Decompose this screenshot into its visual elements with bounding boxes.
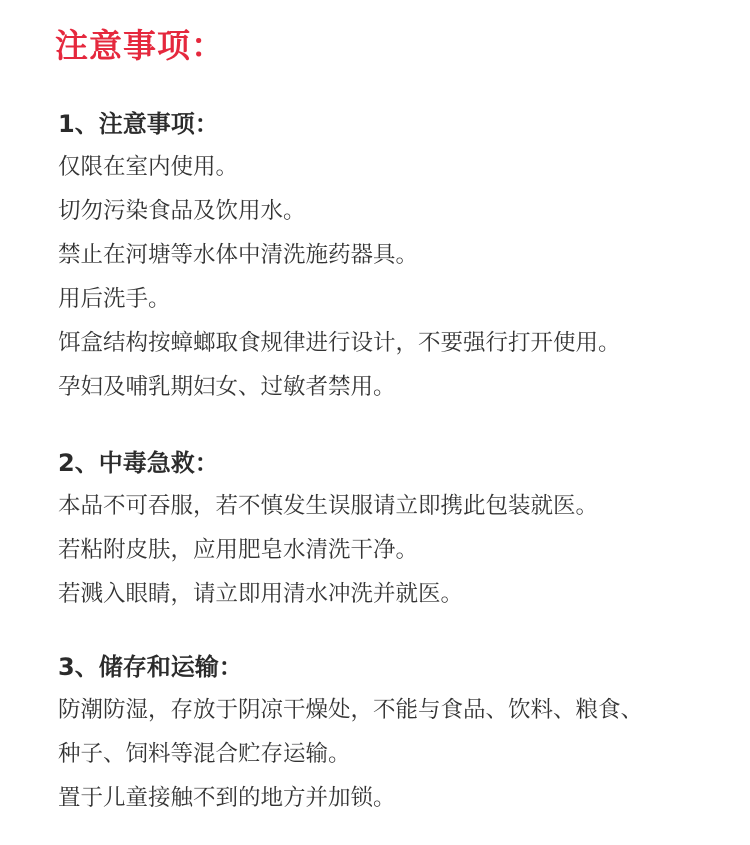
section-heading: 2、中毒急救： bbox=[58, 449, 219, 477]
text-line: 置于儿童接触不到的地方并加锁。 bbox=[58, 785, 396, 811]
section-storage-transport bbox=[58, 650, 738, 820]
text-line: 本品不可吞服，若不慎发生误服请立即携此包装就医。 bbox=[58, 493, 599, 519]
text-line: 孕妇及哺乳期妇女、过敏者禁用。 bbox=[58, 374, 396, 400]
section-precautions bbox=[58, 107, 738, 409]
text-line: 仅限在室内使用。 bbox=[58, 154, 239, 180]
section-heading: 3、储存和运输： bbox=[58, 653, 243, 681]
section-first-aid bbox=[58, 446, 738, 616]
text-line: 用后洗手。 bbox=[58, 286, 171, 312]
text-line: 饵盒结构按蟑螂取食规律进行设计，不要强行打开使用。 bbox=[58, 330, 621, 356]
text-line: 防潮防湿，存放于阴凉干燥处，不能与食品、饮料、粮食、 bbox=[58, 697, 644, 723]
text-line: 切勿污染食品及饮用水。 bbox=[58, 198, 306, 224]
text-line: 种子、饲料等混合贮存运输。 bbox=[58, 741, 351, 767]
text-line: 禁止在河塘等水体中清洗施药器具。 bbox=[58, 242, 419, 268]
page-title: 注意事项： bbox=[55, 26, 225, 65]
text-line: 若溅入眼睛，请立即用清水冲洗并就医。 bbox=[58, 581, 464, 607]
section-heading: 1、注意事项： bbox=[58, 110, 219, 138]
text-line: 若粘附皮肤，应用肥皂水清洗干净。 bbox=[58, 537, 419, 563]
